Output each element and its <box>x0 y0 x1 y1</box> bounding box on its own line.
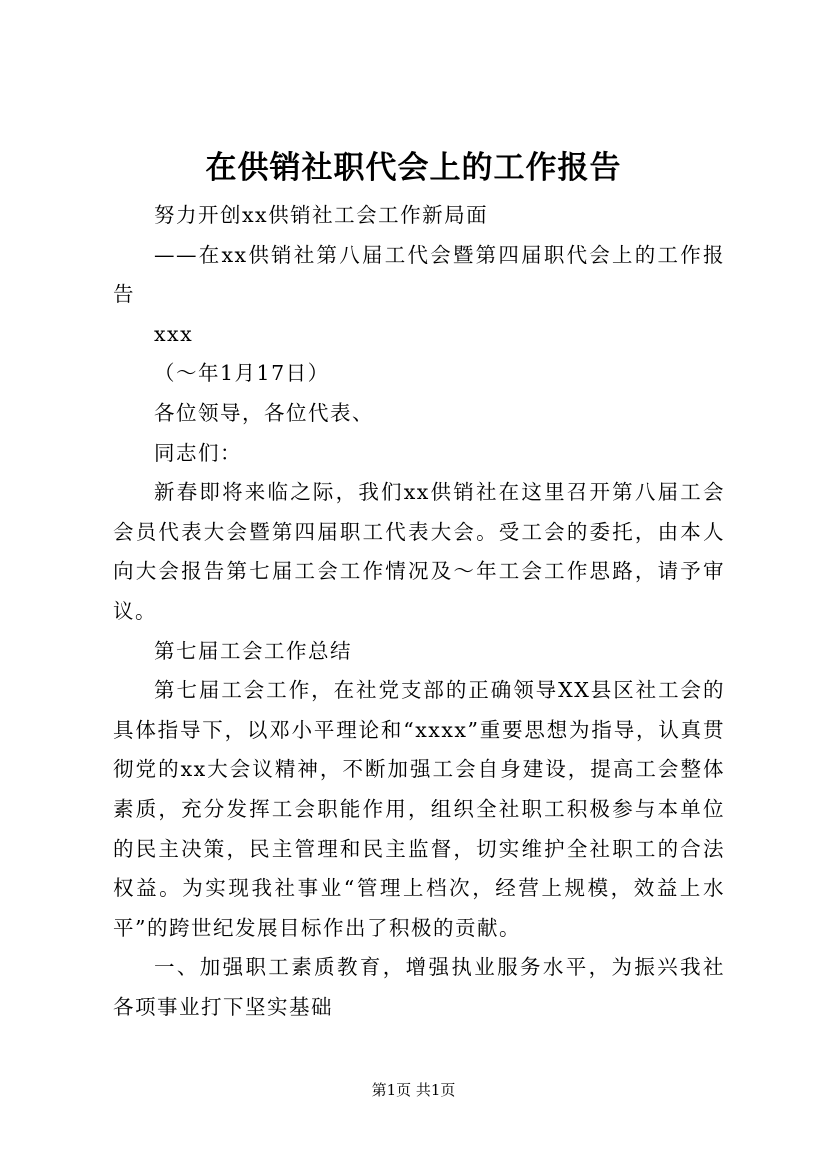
subtitle-paragraph: 努力开创xx供销社工会工作新局面 <box>154 203 489 227</box>
date-paragraph: （～年1月17日） <box>154 361 330 386</box>
section-heading-1: 一、加强职工素质教育，增强执业服务水平，为振兴我社各项事业打下坚实基础 <box>113 955 725 1019</box>
body-paragraph-intro: 新春即将来临之际，我们xx供销社在这里召开第八届工会会员代表大会暨第四届职工代表大会。受工会的委托，由本人向大会报告第七届工会工作情况及～年工会工作思路，请予审议。 <box>113 480 725 623</box>
section-heading: 第七届工会工作总结 <box>154 638 352 663</box>
document-body <box>113 196 725 1027</box>
page-footer: 第1页 共1页 <box>371 1081 456 1099</box>
body-paragraph-summary: 第七届工会工作，在社党支部的正确领导XX县区社工会的具体指导下，以邓小平理论和“xxxx”重要思想为指导，认真贯彻党的xx大会议精神，不断加强工会自身建设，提高工会整体素质，充分发挥工会职能作用，组织全社职工积极参与本单位的民主决策，民主管理和民主监督，切实维护全社职工的合法权益。为实现我社事业“管理上档次，经营上规模，效益上水平”的跨世纪发展目标作出了积极的贡献。 <box>113 678 725 940</box>
document-title: 在供销社职代会上的工作报告 <box>205 150 622 186</box>
author-paragraph: xxx <box>154 321 194 346</box>
subheading-paragraph: ——在xx供销社第八届工代会暨第四届职代会上的工作报告 <box>113 242 725 307</box>
salutation-paragraph-2: 同志们： <box>154 440 242 465</box>
salutation-paragraph: 各位领导，各位代表、 <box>154 400 374 425</box>
